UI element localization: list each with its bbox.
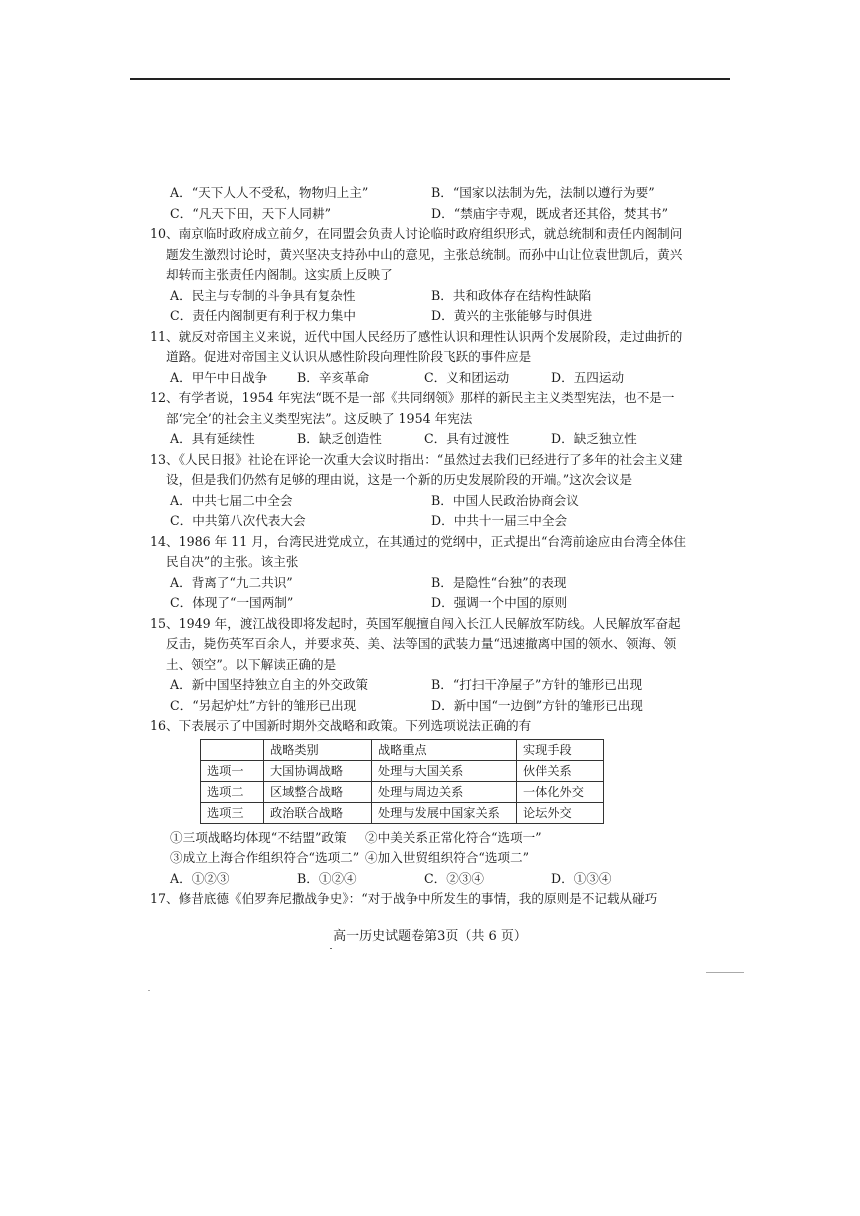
scan-speck [706,972,744,973]
option-a: A．①②③ [170,870,230,886]
strategy-table [200,739,604,824]
options-row [150,573,690,594]
options-row [150,869,690,890]
question-stem: 16、下表展示了中国新时期外交战略和政策。下列选项说法正确的有 [150,718,532,733]
question-stem: 13、《人民日报》社论在评论一次重大会议时指出：“虽然过去我们已经进行了多年的社会主义建设，但是我们仍然有足够的理由说，这是一个新的历史发展阶段的开端。”这次会议是 [150,451,683,487]
scan-speck [330,948,332,949]
options-row [150,204,690,225]
table-cell: 论坛外交 [517,802,604,823]
table-cell: 处理与发展中国家关系 [372,802,517,823]
option-b: B．是隐性“台独”的表现 [431,574,567,590]
question-stem: 14、1986 年 11 月，台湾民进党成立，在其通过的党纲中，正式提出“台湾前途应由台湾全体住民自决”的主张。该主张 [150,533,686,569]
option-a: A．“天下人人不受私，物物归上主” [170,185,369,200]
option-a: A．背离了“九二共识” [170,574,293,590]
option-a: A．新中国坚持独立自主的外交政策 [170,677,369,692]
option-d: D．强调一个中国的原则 [431,595,568,610]
statement-2: ②中美关系正常化符合“选项一” [365,829,542,845]
option-c: C．②③④ [424,870,485,886]
question-16 [150,716,690,889]
option-c: C．“另起炉灶”方针的雏形已出现 [170,697,357,713]
table-header-cell: 实现手段 [517,739,604,760]
question-15 [150,614,690,717]
table-header-cell: 战略类别 [264,739,372,760]
option-d: D．黄兴的主张能够与时俱进 [431,308,593,323]
question-17 [150,889,690,910]
table-cell: 处理与大国关系 [372,760,517,781]
statement-3: ③成立上海合作组织符合“选项二” [170,850,360,865]
question-13 [150,450,690,532]
option-a: A．中共七届二中全会 [170,492,293,508]
options-row [150,696,690,717]
header-rule [130,78,730,80]
table-row [201,802,604,823]
table-cell: 选项三 [201,802,264,823]
question-stem: 11、就反对帝国主义来说，近代中国人民经历了感性认识和理性认识两个发展阶段，走过曲折的道路。促进对帝国主义认识从感性阶段向理性阶段飞跃的事件应是 [150,328,683,364]
options-row [150,286,690,307]
question-9 [150,183,690,224]
option-d: D．“禁庙宇寺观，既成者还其俗，焚其书” [431,205,669,221]
table-header-row [201,739,604,760]
table-cell: 伙伴关系 [517,760,604,781]
table-header-cell [201,739,264,760]
statements-row [150,848,690,869]
options-row [150,429,690,450]
option-d: D．新中国“一边倒”方针的雏形已出现 [431,697,643,713]
option-a: A．甲午中日战争 [170,369,268,385]
question-10 [150,224,690,327]
question-stem: 12、有学者说，1954 年宪法“既不是一部《共同纲领》那样的新民主主义类型宪法，也不是一部‘完全’的社会主义类型宪法”。这反映了 1954 年宪法 [150,390,675,426]
option-c: C．中共第八次代表大会 [170,513,306,528]
statements-row [150,828,690,849]
options-row [150,306,690,327]
page-footer: 高一历史试题卷第3页（共 6 页） [333,929,527,944]
scan-speck [148,990,150,991]
option-d: D．①③④ [551,870,612,886]
option-c: C．“凡天下田，天下人同耕” [170,205,332,221]
option-b: B．中国人民政治协商会议 [431,492,579,508]
table-row [201,781,604,802]
option-b: B．辛亥革命 [297,369,370,385]
option-b: B．“打扫干净屋子”方针的雏形已出现 [431,677,643,692]
options-row [150,511,690,532]
options-row [150,593,690,614]
statement-4: ④加入世贸组织符合“选项二” [365,850,530,865]
option-c: C．具有过渡性 [424,431,510,446]
table-cell: 选项二 [201,781,264,802]
table-cell: 一体化外交 [517,781,604,802]
option-b: B．“国家以法制为先，法制以遵行为要” [431,185,655,200]
question-stem: 10、南京临时政府成立前夕，在同盟会负责人讨论临时政府组织形式，就总统制和责任内阁制问题发生激烈讨论时，黄兴坚决支持孙中山的意见，主张总统制。而孙中山让位袁世凯后，黄兴却转而主张责任内阁制。这实质上反映了 [150,226,683,282]
option-b: B．缺乏创造性 [297,431,382,446]
option-c: C．责任内阁制更有利于权力集中 [170,308,356,323]
option-a: A．民主与专制的斗争具有复杂性 [170,287,356,303]
question-11 [150,327,690,389]
exam-content [150,183,690,910]
statement-1: ①三项战略均体现“不结盟”政策 [170,829,347,845]
option-c: C．义和团运动 [424,369,510,385]
question-14 [150,532,690,614]
option-b: B．共和政体存在结构性缺陷 [431,287,592,303]
table-cell: 政治联合战略 [264,802,372,823]
table-cell: 区域整合战略 [264,781,372,802]
table-cell: 处理与周边关系 [372,781,517,802]
question-12 [150,388,690,450]
question-stem: 15、1949 年，渡江战役即将发起时，英国军舰擅自闯入长江人民解放军防线。人民解放军奋起反击，毙伤英军百余人，并要求英、美、法等国的武装力量“迅速撤离中国的领水、领海、领土、领空”。以下解读正确的是 [150,615,681,672]
options-row [150,675,690,696]
table-row [201,760,604,781]
options-row [150,183,690,204]
option-d: D．缺乏独立性 [551,431,637,446]
table-cell: 大国协调战略 [264,760,372,781]
table-header-cell: 战略重点 [372,739,517,760]
option-d: D．中共十一届三中全会 [431,513,568,528]
options-row [150,491,690,512]
option-c: C．体现了“一国两制” [170,595,294,610]
options-row [150,368,690,389]
option-b: B．①②④ [297,870,357,886]
question-stem: 17、修昔底德《伯罗奔尼撒战争史》：“对于战争中所发生的事情，我的原则是不记载从碰巧 [150,891,658,906]
table-cell: 选项一 [201,760,264,781]
option-a: A．具有延续性 [170,431,255,446]
option-d: D．五四运动 [551,369,625,385]
